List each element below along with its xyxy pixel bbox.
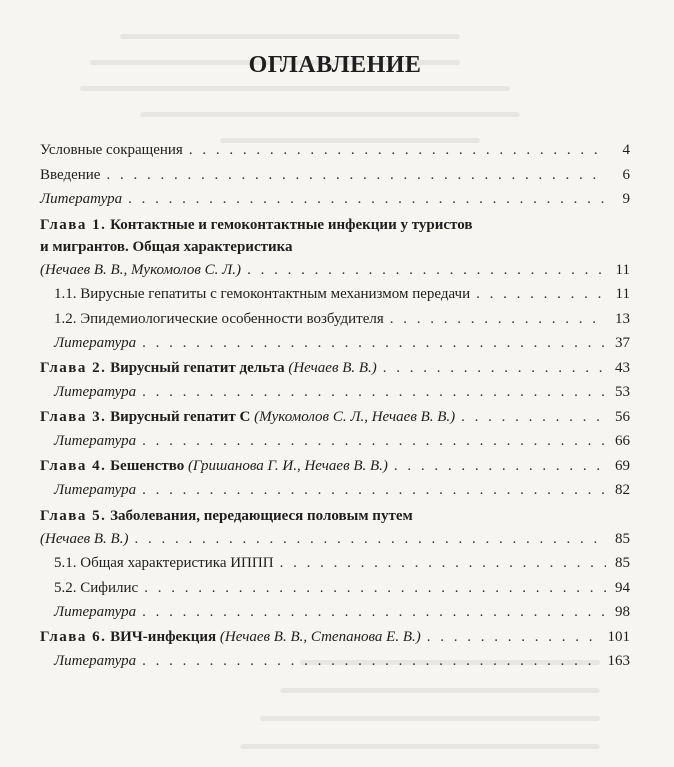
page-number: 163 [607, 653, 630, 669]
chapter-authors: (Нечаев В. В.) [40, 530, 129, 547]
toc-entry-chapter-2[interactable] [40, 356, 630, 381]
toc-entry-chapter-5-literature[interactable] [40, 600, 630, 625]
page-number: 94 [615, 579, 630, 596]
toc-entry-section-1-2[interactable] [40, 307, 630, 332]
chapter-1-heading[interactable] [40, 214, 630, 258]
page-number: 53 [615, 384, 630, 400]
chapter-title: Заболевания, передающиеся половым путем [110, 507, 413, 524]
page-number: 85 [615, 530, 630, 547]
toc-entry-chapter-4-literature[interactable] [40, 478, 630, 503]
page-number: 43 [615, 359, 630, 376]
dot-leader [383, 356, 606, 381]
dot-leader [390, 307, 606, 332]
toc-entry-chapter-6[interactable] [40, 625, 630, 650]
dot-leader [144, 576, 606, 601]
chapter-authors: (Мукомолов С. Л., Нечаев В. В.) [254, 408, 456, 425]
table-of-contents [40, 138, 630, 674]
chapter-prefix: Глава 6. [40, 628, 107, 645]
toc-entry-chapter-1-literature[interactable] [40, 331, 630, 356]
dot-leader [189, 138, 606, 163]
chapter-authors: (Нечаев В. В., Степанова Е. В.) [219, 628, 421, 645]
dot-leader [142, 429, 606, 454]
page-number: 101 [607, 628, 630, 645]
dot-leader [280, 551, 606, 576]
dot-leader [461, 405, 606, 430]
dot-leader [128, 187, 606, 212]
toc-entry-abbreviations[interactable] [40, 138, 630, 163]
page-number: 4 [622, 142, 630, 158]
chapter-authors: (Гришанова Г. И., Нечаев В. В.) [187, 457, 388, 474]
page-number: 82 [615, 482, 630, 498]
toc-entry-section-1-1[interactable] [40, 282, 630, 307]
chapter-title-line2: и мигрантов. Общая характеристика [40, 238, 293, 255]
entry-label: 5.2. Сифилис [54, 579, 139, 596]
dot-leader [394, 454, 606, 479]
chapter-prefix: Глава 5. [40, 507, 107, 524]
entry-label: 5.1. Общая характеристика ИППП [54, 555, 274, 571]
entry-label: Литература [54, 653, 137, 669]
chapter-prefix: Глава 3. [40, 408, 107, 425]
entry-label: Литература [54, 384, 137, 400]
chapter-prefix: Глава 4. [40, 457, 107, 474]
entry-label: Условные сокращения [40, 142, 183, 158]
entry-label: Литература [40, 191, 123, 207]
chapter-title: ВИЧ-инфекция [110, 628, 217, 645]
chapter-title: Вирусный гепатит дельта [110, 359, 285, 376]
toc-entry-section-5-2[interactable] [40, 576, 630, 601]
dot-leader [427, 625, 602, 650]
entry-label: Литература [54, 335, 137, 351]
dot-leader [142, 649, 601, 674]
page-number: 66 [615, 433, 630, 449]
dot-leader [142, 380, 606, 405]
toc-entry-chapter-2-literature[interactable] [40, 380, 630, 405]
toc-entry-chapter-3-literature[interactable] [40, 429, 630, 454]
page-number: 6 [622, 166, 630, 183]
chapter-title-line1: Контактные и гемоконтактные инфекции у туристов [110, 216, 473, 233]
chapter-prefix: Глава 2. [40, 359, 107, 376]
page-number: 85 [615, 555, 630, 571]
toc-entry-chapter-3[interactable] [40, 405, 630, 430]
entry-label: Введение [40, 166, 101, 183]
page-number: 69 [615, 457, 630, 474]
page-number: 9 [622, 191, 630, 207]
chapter-prefix: Глава 1. [40, 216, 107, 233]
entry-label: Литература [54, 482, 137, 498]
toc-entry-chapter-5-authors[interactable] [40, 527, 630, 552]
page-number: 13 [615, 310, 630, 327]
page-number: 56 [615, 408, 630, 425]
chapter-authors: (Нечаев В. В.) [288, 359, 377, 376]
page-number: 37 [615, 335, 630, 351]
dot-leader [142, 478, 606, 503]
toc-entry-chapter-6-literature[interactable] [40, 649, 630, 674]
dot-leader [142, 331, 606, 356]
dot-leader [247, 258, 606, 283]
page-number: 98 [615, 604, 630, 620]
toc-entry-introduction[interactable] [40, 163, 630, 188]
entry-label: Литература [54, 604, 137, 620]
entry-label: 1.1. Вирусные гепатиты с гемоконтактным механизмом передачи [54, 286, 471, 302]
page-title: ОГЛАВЛЕНИЕ [248, 52, 422, 78]
chapter-title: Бешенство [110, 457, 185, 474]
page-number: 11 [615, 261, 630, 278]
toc-entry-introduction-literature[interactable] [40, 187, 630, 212]
chapter-title: Вирусный гепатит С [110, 408, 251, 425]
dot-leader [142, 600, 606, 625]
dot-leader [476, 282, 606, 307]
dot-leader [106, 163, 606, 188]
entry-label: Литература [54, 433, 137, 449]
toc-entry-section-5-1[interactable] [40, 551, 630, 576]
chapter-authors: (Нечаев В. В., Мукомолов С. Л.) [40, 261, 242, 278]
toc-entry-chapter-4[interactable] [40, 454, 630, 479]
page-number: 11 [615, 286, 630, 302]
entry-label: 1.2. Эпидемиологические особенности возбудителя [54, 310, 384, 327]
toc-entry-chapter-1-authors[interactable] [40, 258, 630, 283]
chapter-5-heading[interactable] [40, 505, 630, 527]
dot-leader [134, 527, 606, 552]
